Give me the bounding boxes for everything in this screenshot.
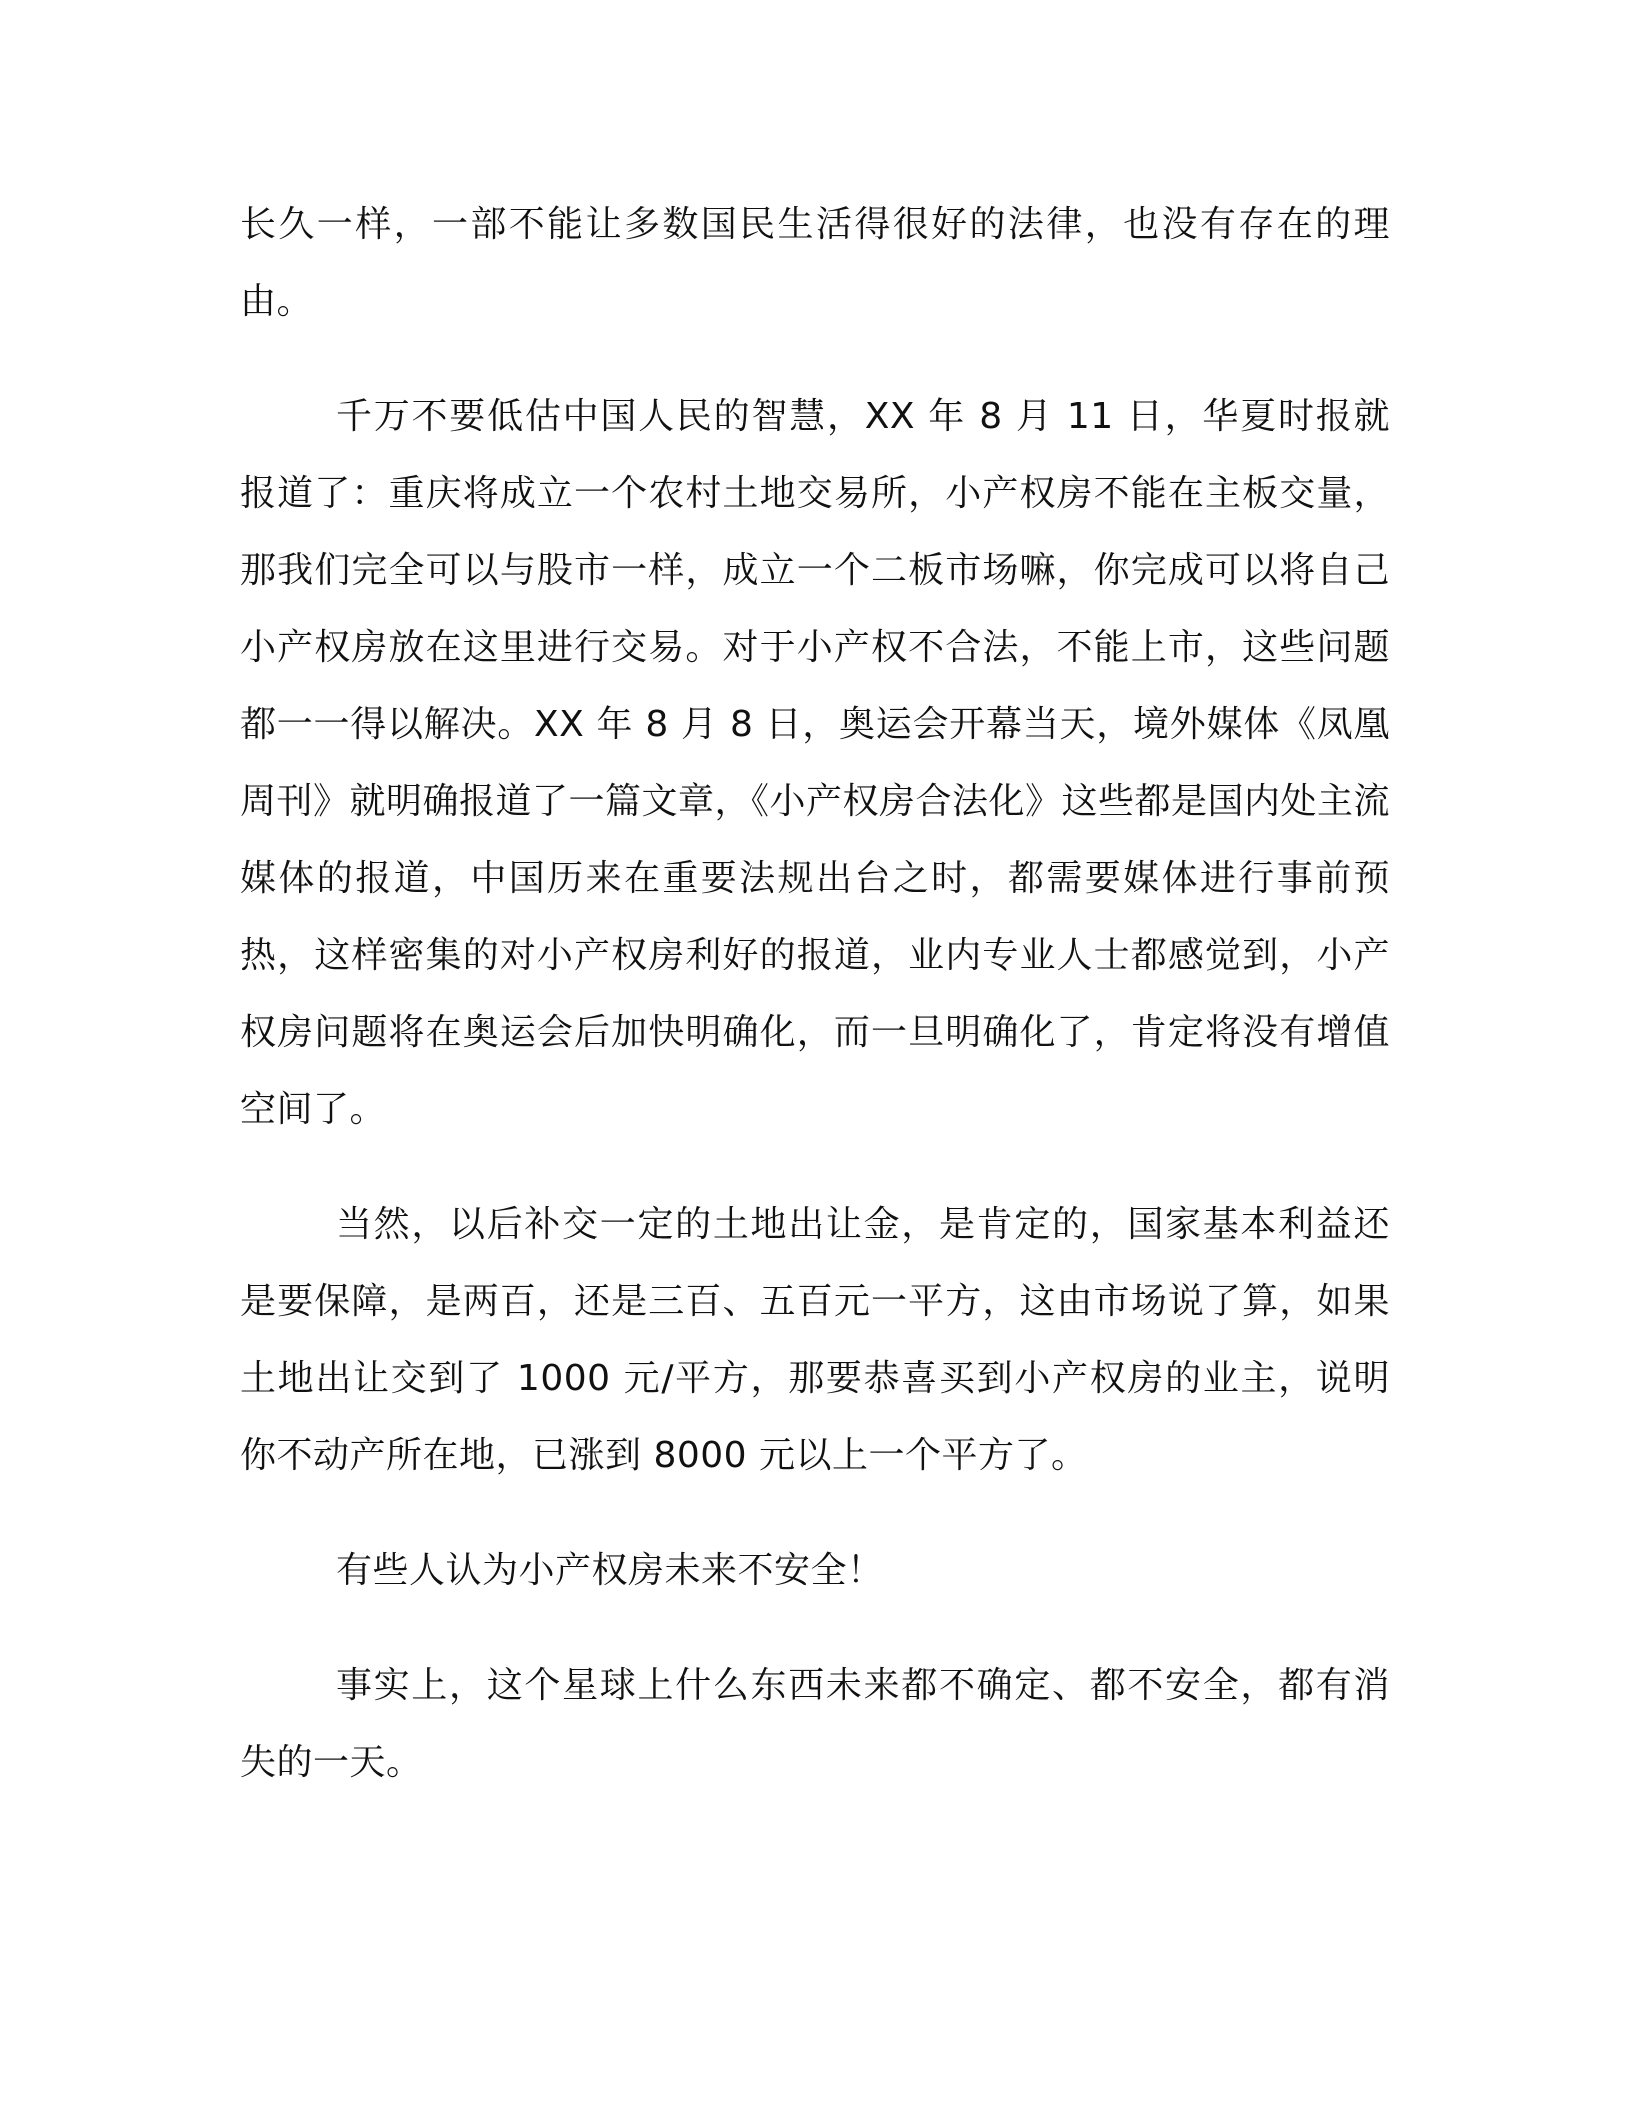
paragraph-1: 长久一样，一部不能让多数国民生活得很好的法律，也没有存在的理由。 <box>240 204 1390 322</box>
document-body <box>240 186 1390 1839</box>
paragraph-2: 千万不要低估中国人民的智慧，XX 年 8 月 11 日，华夏时报就报道了：重庆将成立一个农村土地交易所，小产权房不能在主板交量，那我们完全可以与股市一样，成立一个二板市场嘛，你完成可以将自己小产权房放在这里进行交易。对于小产权不合法，不能上市，这些问题都一一得以解决。XX 年 8 月 8 日，奥运会开幕当天，境外媒体《凤凰周刊》就明确报道了一篇文章，《小产权房合法化》这些都是国内处主流媒体的报道，中国历来在重要法规出台之时，都需要媒体进行事前预热，这样密集的对小产权房利好的报道，业内专业人士都感觉到，小产权房问题将在奥运会后加快明确化，而一旦明确化了，肯定将没有增值空间了。 <box>240 396 1391 1130</box>
paragraph-5: 事实上，这个星球上什么东西未来都不确定、都不安全，都有消失的一天。 <box>240 1665 1390 1783</box>
paragraph-3: 当然，以后补交一定的土地出让金，是肯定的，国家基本利益还是要保障，是两百，还是三百、五百元一平方，这由市场说了算，如果土地出让交到了 1000 元/平方，那要恭喜买到小产权房的业主，说明你不动产所在地，已涨到 8000 元以上一个平方了。 <box>240 1204 1390 1476</box>
paragraph-4: 有些人认为小产权房未来不安全！ <box>336 1550 884 1591</box>
